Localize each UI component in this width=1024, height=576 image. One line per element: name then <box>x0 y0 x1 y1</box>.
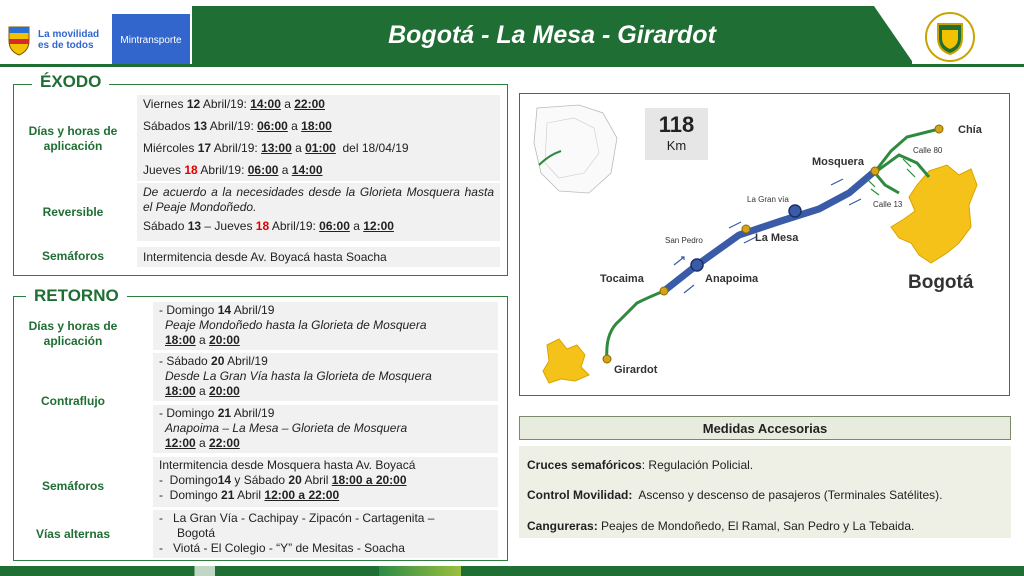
exodo-dia-row: Jueves 18 Abril/19: 06:00 a 14:00 <box>143 163 323 177</box>
place-granvia: La Gran vía <box>747 195 789 204</box>
medida-item: Cangureras: Peajes de Mondoñedo, El Ramal, San Pedro y La Tebaida. <box>527 519 915 533</box>
gov-motto-line2: es de todos <box>38 40 94 51</box>
vias-alternas-2: - Viotá - El Colegio - “Y” de Mesitas - Soacha <box>159 541 405 555</box>
medida-item: Cruces semafóricos: Regulación Policial. <box>527 458 754 472</box>
header-rule <box>0 64 1024 67</box>
ministry-label: Mintransporte <box>112 14 190 66</box>
place-bogota: Bogotá <box>908 272 974 293</box>
reversible-label: Reversible <box>42 205 104 219</box>
place-tocaima: Tocaima <box>600 273 644 285</box>
distance-value: 118 <box>658 112 695 137</box>
exodo-dias-cell <box>137 95 500 181</box>
retorno-semaforos-label: Semáforos <box>41 479 105 493</box>
route-main-segment <box>664 171 875 291</box>
place-calle80: Calle 80 <box>913 146 943 155</box>
place-anapoima: Anapoima <box>705 273 759 285</box>
route-map-graphic <box>519 93 1010 396</box>
gov-motto-line1: La movilidad <box>38 29 100 40</box>
place-girardot: Girardot <box>614 364 658 376</box>
colombia-shield-icon <box>6 23 32 57</box>
contraflujo-desc-2: Anapoima – La Mesa – Glorieta de Mosquera <box>165 421 408 435</box>
place-chia: Chía <box>958 124 982 136</box>
inset-map <box>534 105 617 193</box>
place-mosquera: Mosquera <box>812 156 864 168</box>
retorno-dias-label: Días y horas de aplicación <box>28 319 118 348</box>
exodo-semaforos-label: Semáforos <box>41 249 105 263</box>
place-calle13: Calle 13 <box>873 200 903 209</box>
distance-box <box>645 108 708 160</box>
exodo-dia-row: Sábados 13 Abril/19: 06:00 a 18:00 <box>143 119 332 133</box>
region-shape <box>543 339 589 383</box>
reversible-desc: De acuerdo a la necesidades desde la Glorieta Mosquera hasta el Peaje Mondoñedo. <box>143 185 494 214</box>
exodo-dia-row: Viernes 12 Abril/19: 14:00 a 22:00 <box>143 97 325 111</box>
retorno-title: RETORNO <box>26 286 127 306</box>
retorno-dias-cell: - Domingo 14 Abril/19 Peaje Mondoñedo hasta la Glorieta de Mosquera 18:00 a 20:00 <box>153 302 498 350</box>
reversible-dates: Sábado 13 – Jueves 18 Abril/19: 06:00 a 12:00 <box>143 219 394 233</box>
medidas-header: Medidas Accesorias <box>519 416 1011 440</box>
bogota-shape <box>891 165 977 263</box>
page-title: Bogotá - La Mesa - Girardot <box>388 20 716 49</box>
vias-alternas-cell <box>153 510 498 558</box>
reversible-cell <box>137 183 500 241</box>
exodo-semaforos-cell: Intermitencia desde Av. Boyacá hasta Soacha <box>137 247 500 267</box>
exodo-dia-row: Miércoles 17 Abril/19: 13:00 a 01:00 del 18/04/19 <box>143 141 409 155</box>
distance-unit: Km <box>666 138 687 153</box>
retorno-semaforos-line1: Intermitencia desde Mosquera hasta Av. Boyacá <box>159 458 416 472</box>
retorno-dias-desc: Peaje Mondoñedo hasta la Glorieta de Mosquera <box>165 318 427 332</box>
police-badge-icon <box>920 8 980 66</box>
vias-alternas-label: Vías alternas <box>35 527 111 541</box>
medidas-body <box>519 446 1011 538</box>
vias-alternas-1b: Bogotá <box>177 526 216 540</box>
retorno-semaforos-cell: Intermitencia desde Mosquera hasta Av. Boyacá - Domingo14 y Sábado 20 Abril 18:00 a 20:00 - Domingo 21 Abril 12:00 a 22:00 <box>153 457 498 507</box>
gov-logo <box>0 14 112 66</box>
place-lamesa: La Mesa <box>755 232 799 244</box>
footer-bar <box>0 566 1024 576</box>
medida-item: Control Movilidad: Ascenso y descenso de pasajeros (Terminales Satélites). <box>527 488 943 502</box>
gov-motto <box>38 29 99 51</box>
exodo-title: ÉXODO <box>32 72 109 92</box>
contraflujo-desc-1: Desde La Gran Vía hasta la Glorieta de Mosquera <box>165 369 432 383</box>
place-sanpedro: San Pedro <box>665 236 703 245</box>
exodo-dias-label: Días y horas de aplicación <box>28 124 118 153</box>
contraflujo-cell-2: - Domingo 21 Abril/19 Anapoima – La Mesa – Glorieta de Mosquera 12:00 a 22:00 <box>153 405 498 453</box>
contraflujo-cell-1: - Sábado 20 Abril/19 Desde La Gran Vía hasta la Glorieta de Mosquera 18:00 a 20:00 <box>153 353 498 401</box>
contraflujo-label: Contraflujo <box>41 394 105 408</box>
vias-alternas-1: - La Gran Vía - Cachipay - Zipacón - Cartagenita – <box>159 511 435 525</box>
route-calle13-segment <box>875 173 899 193</box>
